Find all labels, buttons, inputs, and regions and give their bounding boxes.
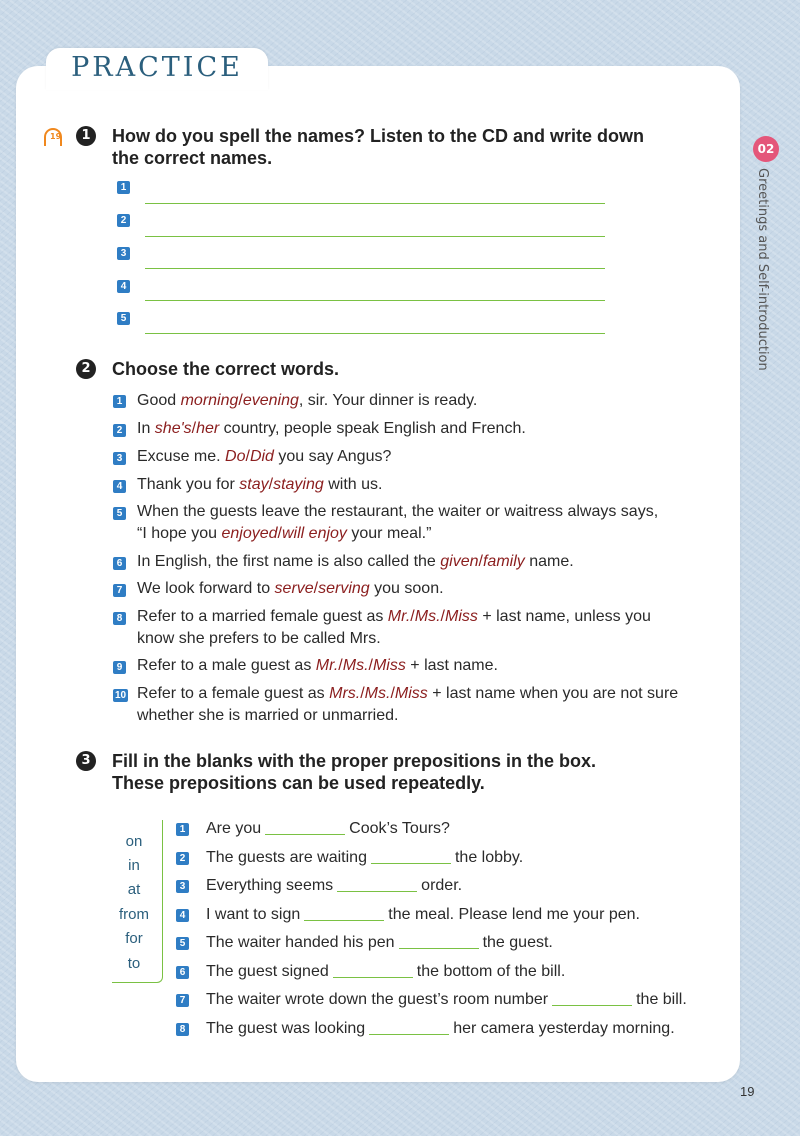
choice-option[interactable]: will enjoy bbox=[282, 525, 347, 542]
preposition-word: on bbox=[125, 833, 143, 850]
unit-badge: 02 bbox=[753, 136, 779, 162]
choice-option[interactable]: Ms. bbox=[364, 685, 391, 702]
choice-option[interactable]: staying bbox=[273, 476, 324, 493]
ex2-item: Refer to a married female guest as Mr./Ms./Miss + last name, unless you know she prefers to be called Mrs. bbox=[137, 608, 651, 647]
choice-option[interactable]: morning bbox=[180, 392, 239, 409]
blank-field[interactable] bbox=[371, 851, 451, 864]
ex3-item-number: 2 bbox=[176, 852, 189, 865]
ex2-item: When the guests leave the restaurant, the waiter or waitress always says, “I hope you enjoyed/will enjoy your meal.” bbox=[137, 503, 659, 542]
unit-title: Greetings and Self-introduction bbox=[755, 168, 770, 371]
ex2-item: Good morning/evening, sir. Your dinner is ready. bbox=[137, 392, 478, 409]
ex1-item-number: 5 bbox=[117, 312, 130, 325]
ex2-item: In English, the first name is also called the given/family name. bbox=[137, 553, 574, 570]
choice-option[interactable]: Mr. bbox=[315, 657, 339, 674]
ex2-item-number: 5 bbox=[113, 507, 126, 520]
blank-field[interactable] bbox=[552, 993, 632, 1006]
ex3-item: The waiter wrote down the guest’s room number the bill. bbox=[206, 991, 687, 1008]
exercise-1-title bbox=[112, 125, 644, 169]
choice-option[interactable]: Miss bbox=[372, 657, 406, 674]
ex3-item-number: 3 bbox=[176, 880, 189, 893]
ex2-item: Thank you for stay/staying with us. bbox=[137, 476, 383, 493]
exercise-2-number: 2 bbox=[76, 359, 96, 379]
preposition-word: in bbox=[128, 857, 140, 874]
ex3-item: I want to sign the meal. Please lend me your pen. bbox=[206, 906, 640, 923]
preposition-box bbox=[112, 820, 163, 983]
answer-line[interactable] bbox=[145, 268, 605, 269]
ex1-item-number: 1 bbox=[117, 181, 130, 194]
ex2-item-number: 3 bbox=[113, 452, 126, 465]
blank-field[interactable] bbox=[369, 1022, 449, 1035]
choice-option[interactable]: Miss bbox=[394, 685, 428, 702]
choice-option[interactable]: Ms. bbox=[342, 657, 369, 674]
blank-field[interactable] bbox=[399, 936, 479, 949]
unit-side-label bbox=[753, 136, 783, 371]
choice-option[interactable]: Mr. bbox=[387, 608, 411, 625]
ex1-item-number: 4 bbox=[117, 280, 130, 293]
ex3-item-number: 8 bbox=[176, 1023, 189, 1036]
ex3-item: The guests are waiting the lobby. bbox=[206, 849, 524, 866]
preposition-word: for bbox=[125, 930, 143, 947]
ex2-item: Refer to a male guest as Mr./Ms./Miss + last name. bbox=[137, 657, 498, 674]
ex2-item: We look forward to serve/serving you soon. bbox=[137, 580, 444, 597]
choice-option[interactable]: Do bbox=[225, 448, 246, 465]
ex2-item-number: 6 bbox=[113, 557, 126, 570]
answer-line[interactable] bbox=[145, 203, 605, 204]
ex2-item-number: 9 bbox=[113, 661, 126, 674]
blank-field[interactable] bbox=[337, 879, 417, 892]
blank-field[interactable] bbox=[304, 908, 384, 921]
ex2-item: Excuse me. Do/Did you say Angus? bbox=[137, 448, 392, 465]
choice-option[interactable]: Mrs. bbox=[329, 685, 361, 702]
ex3-item: Everything seems order. bbox=[206, 877, 463, 894]
ex2-item-number: 1 bbox=[113, 395, 126, 408]
blank-field[interactable] bbox=[265, 822, 345, 835]
preposition-word: to bbox=[127, 955, 141, 972]
choice-option[interactable]: she's bbox=[154, 420, 192, 437]
exercise-3-title bbox=[112, 750, 596, 794]
choice-option[interactable]: enjoyed bbox=[221, 525, 278, 542]
exercise-3-title-line2: These prepositions can be used repeatedly. bbox=[112, 773, 485, 793]
ex3-item-number: 1 bbox=[176, 823, 189, 836]
preposition-word: at bbox=[127, 881, 141, 898]
choice-option[interactable]: given bbox=[440, 553, 479, 570]
ex3-item-number: 6 bbox=[176, 966, 189, 979]
ex1-item-number: 2 bbox=[117, 214, 130, 227]
choice-option[interactable]: serving bbox=[318, 580, 370, 597]
exercise-1-number: 1 bbox=[76, 126, 96, 146]
choice-option[interactable]: Miss bbox=[444, 608, 478, 625]
ex2-item-number: 10 bbox=[114, 690, 127, 701]
preposition-word: from bbox=[119, 906, 149, 923]
ex3-item-number: 4 bbox=[176, 909, 189, 922]
ex3-item-number: 5 bbox=[176, 937, 189, 950]
exercise-2-title: Choose the correct words. bbox=[112, 359, 340, 379]
page-title: PRACTICE bbox=[71, 52, 243, 83]
ex3-item: The waiter handed his pen the guest. bbox=[206, 934, 553, 951]
ex2-item: In she's/her country, people speak English and French. bbox=[137, 420, 526, 437]
page-number: 19 bbox=[740, 1084, 755, 1099]
ex3-item: The guest was looking her camera yesterday morning. bbox=[206, 1020, 675, 1037]
ex3-item-number: 7 bbox=[176, 994, 189, 1007]
ex2-item-number: 7 bbox=[113, 584, 126, 597]
ex2-item-number: 4 bbox=[113, 480, 126, 493]
exercise-3-title-line1: Fill in the blanks with the proper prepositions in the box. bbox=[112, 751, 597, 771]
exercise-1-title-line2: the correct names. bbox=[112, 148, 273, 168]
practice-tab bbox=[46, 48, 268, 90]
headphones-icon bbox=[44, 128, 68, 144]
choice-option[interactable]: evening bbox=[242, 392, 299, 409]
choice-option[interactable]: her bbox=[196, 420, 220, 437]
ex3-item: The guest signed the bottom of the bill. bbox=[206, 963, 566, 980]
answer-line[interactable] bbox=[145, 300, 605, 301]
blank-field[interactable] bbox=[333, 965, 413, 978]
answer-line[interactable] bbox=[145, 236, 605, 237]
answer-line[interactable] bbox=[145, 333, 605, 334]
choice-option[interactable]: family bbox=[482, 553, 525, 570]
choice-option[interactable]: Ms. bbox=[414, 608, 441, 625]
choice-option[interactable]: Did bbox=[249, 448, 274, 465]
ex1-item-number: 3 bbox=[117, 247, 130, 260]
cd-track-number: 19 bbox=[50, 132, 62, 141]
choice-option[interactable]: serve bbox=[274, 580, 314, 597]
ex2-item: Refer to a female guest as Mrs./Ms./Miss + last name when you are not sure whether she is married or unmarried. bbox=[137, 685, 679, 724]
choice-option[interactable]: stay bbox=[239, 476, 269, 493]
ex2-item-number: 2 bbox=[113, 424, 126, 437]
exercise-1-title-line1: How do you spell the names? Listen to the CD and write down bbox=[112, 126, 645, 146]
ex3-item: Are you Cook’s Tours? bbox=[206, 820, 450, 837]
exercise-3-number: 3 bbox=[76, 751, 96, 771]
ex2-item-number: 8 bbox=[113, 612, 126, 625]
